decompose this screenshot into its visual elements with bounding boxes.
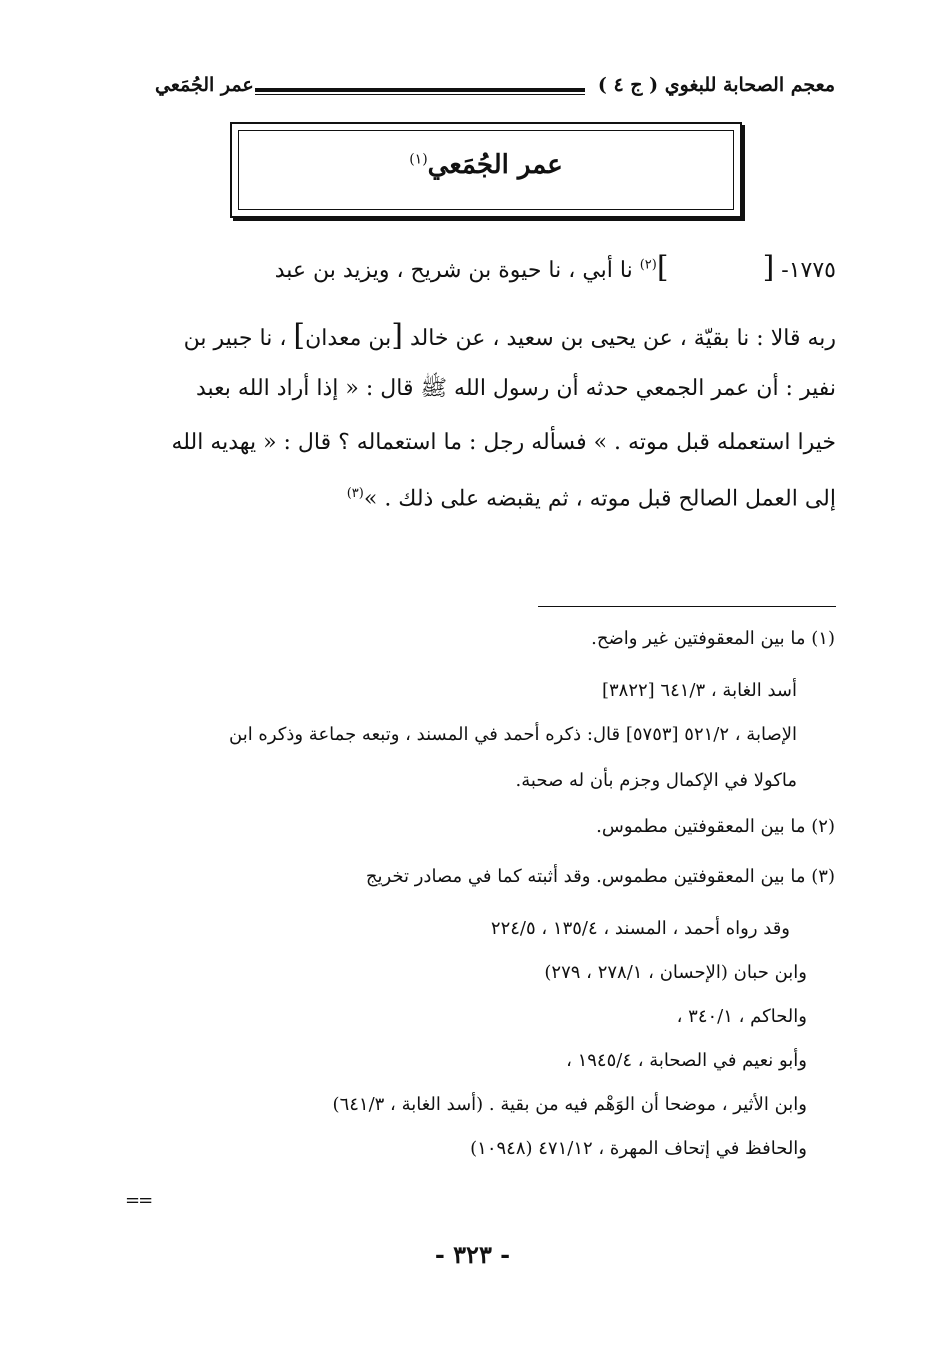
- hadith-number: ١٧٧٥-: [781, 258, 836, 283]
- entry-title-text: عمر الجُمَعي: [427, 150, 563, 180]
- bracketed-name: بن معدان: [305, 326, 392, 351]
- entry-title: [232, 150, 740, 180]
- hadith-line-5-text: إلى العمل الصالح قبل موته ، ثم يقبضه على ذلك . »: [363, 486, 836, 512]
- continuation-mark: ==: [125, 1190, 152, 1211]
- hadith-line-3: نفير : أن عمر الجمعي حدثه أن رسول الله ﷺ قال : « إذا أراد الله بعبد: [195, 376, 836, 401]
- footnote-ref-2: (٢): [639, 257, 657, 273]
- header-rule: [255, 88, 585, 95]
- footnote-3-ref-5: وابن الأثير ، موضحا أن الوَهْم فيه من بقية . (أسد الغابة ، ٦٤١/٣): [332, 1094, 807, 1115]
- page-number: - ٣٢٣ -: [434, 1240, 511, 1269]
- hadith-line-1: [128, 250, 836, 285]
- footnote-3-ref-4: وأبو نعيم في الصحابة ، ١٩٤٥/٤ ،: [566, 1050, 807, 1071]
- hadith-line-5: [128, 486, 836, 511]
- running-header-book-title: معجم الصحابة للبغوي ( ج ٤ ): [597, 74, 835, 96]
- open-bracket: [: [391, 318, 403, 353]
- open-bracket: [: [762, 250, 775, 285]
- hadith-line-4: خيرا استعمله قبل موته . » فسأله رجل : ما استعماله ؟ قال : « يهديه الله: [171, 430, 836, 455]
- close-bracket: ]: [656, 250, 669, 285]
- close-bracket: ]: [293, 318, 306, 353]
- footnote-1: [591, 628, 835, 649]
- footnote-3-ref-6: والحافظ في إتحاف المهرة ، ٤٧١/١٢ (١٠٩٤٨): [470, 1138, 807, 1159]
- footnote-3-ref-1: وقد رواه أحمد ، المسند ، ١٣٥/٤ ، ٢٢٤/٥: [490, 918, 790, 939]
- footnote-1-source-1: أسد الغابة ، ٦٤١/٣ [٣٨٢٢]: [601, 680, 797, 701]
- footnote-2: [596, 816, 835, 837]
- entry-title-box: [230, 122, 742, 218]
- footnote-3-ref-3: والحاكم ، ٣٤٠/١ ،: [676, 1006, 807, 1027]
- footnote-1-source-2: الإصابة ، ٥٢١/٢ [٥٧٥٣] قال: ذكره أحمد في المسند ، وتبعه جماعة وذكره ابن: [229, 724, 797, 745]
- footnote-2-marker: (٢): [811, 816, 835, 837]
- running-header-section-title: عمر الجُمَعي: [155, 74, 254, 96]
- footnote-2-text: ما بين المعقوفتين مطموس.: [596, 816, 806, 837]
- hadith-line-1-text: نا أبي ، نا حيوة بن شريح ، ويزيد بن عبد: [274, 258, 633, 283]
- footnote-separator: [538, 606, 836, 607]
- hadith-line-2-start: ربه قالا : نا بقيّة ، عن يحيى بن سعيد ، عن خالد: [409, 326, 836, 351]
- footnote-ref-1: (١): [409, 151, 428, 168]
- hadith-line-2: [128, 318, 836, 353]
- footnote-1-text: ما بين المعقوفتين غير واضح.: [591, 628, 806, 649]
- footnote-3: [366, 866, 835, 887]
- footnote-3-text: ما بين المعقوفتين مطموس. وقد أثبته كما في مصادر تخريج: [365, 866, 806, 887]
- footnote-3-ref-2: وابن حبان (الإحسان ، ٢٧٨/١ ، ٢٧٩): [544, 962, 807, 983]
- footnote-ref-3: (٣): [346, 486, 364, 501]
- hadith-line-2-end: ، نا جبير بن: [183, 326, 287, 351]
- footnote-3-marker: (٣): [811, 866, 835, 887]
- footnote-1-marker: (١): [811, 628, 835, 649]
- footnote-1-source-2-cont: ماكولا في الإكمال وجزم بأن له صحبة.: [515, 770, 797, 791]
